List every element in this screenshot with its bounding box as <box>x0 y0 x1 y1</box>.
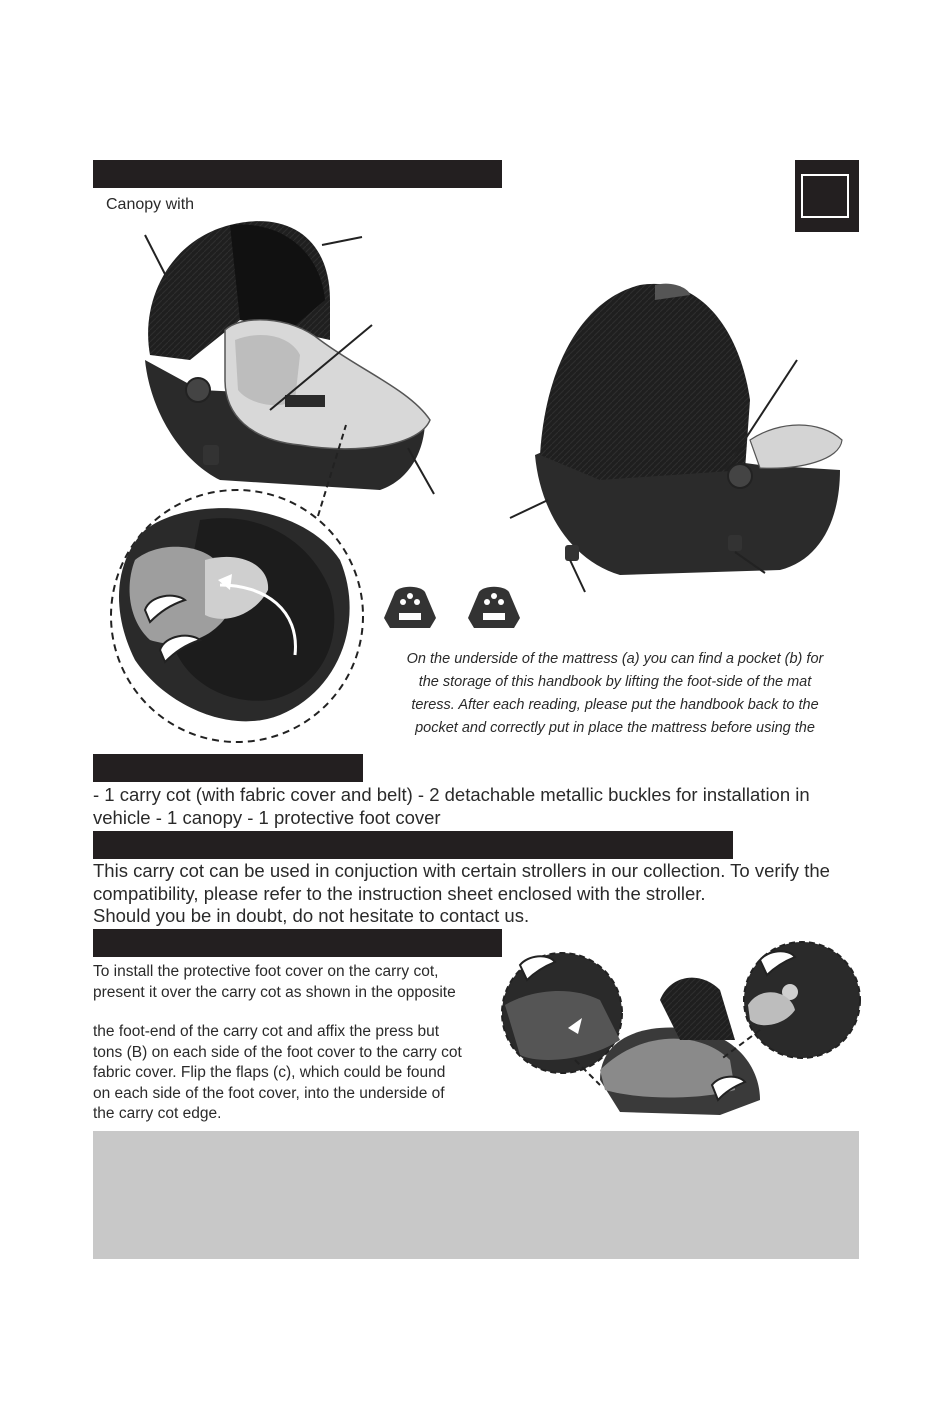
carry-cot-closed-image <box>510 284 842 592</box>
mattress-caption <box>385 648 845 740</box>
carry-cot-front-image <box>145 221 434 494</box>
foot-cover-image <box>502 942 860 1115</box>
contents-line: - 1 carry cot (with fabric cover and belt) - 2 detachable metallic buckles for installation in <box>93 784 810 805</box>
compatibility-text <box>93 860 830 928</box>
caption-line: the storage of this handbook by lifting the foot-side of the mat <box>418 674 812 690</box>
caption-line: pocket and correctly put in place the mattress before using the <box>415 720 815 736</box>
foot-cover-line: on each side of the foot cover, into the underside of <box>93 1084 445 1102</box>
caption-line: On the underside of the mattress (a) you can find a pocket (b) for <box>406 651 824 667</box>
foot-cover-line: To install the protective foot cover on the carry cot, <box>93 963 439 980</box>
foot-cover-line: the foot-end of the carry cot and affix the press but <box>93 1023 440 1040</box>
buckle-images <box>384 587 520 628</box>
foot-cover-line: present it over the carry cot as shown in the opposite <box>93 983 456 1001</box>
foot-cover-line: tons (B) on each side of the foot cover to the carry cot <box>93 1043 462 1061</box>
compatibility-line: Should you be in doubt, do not hesitate to contact us. <box>93 905 530 926</box>
foot-cover-text-bottom <box>93 1022 513 1125</box>
note-box <box>93 1131 859 1259</box>
foot-cover-line: fabric cover. Flip the flaps (c), which could be found <box>93 1064 446 1081</box>
canopy-label: Canopy with <box>106 196 195 213</box>
foot-cover-text-top <box>93 962 513 1003</box>
contents-line: vehicle - 1 canopy - 1 protective foot cover <box>93 806 441 828</box>
contents-text <box>93 784 810 829</box>
foot-cover-line: the carry cot edge. <box>93 1105 222 1122</box>
compatibility-line: This carry cot can be used in conjuction with certain strollers in our collection. To verify the <box>93 860 830 881</box>
caption-line: teress. After each reading, please put the handbook back to the <box>411 697 819 713</box>
compatibility-line: compatibility, please refer to the instruction sheet enclosed with the stroller. <box>93 882 706 904</box>
